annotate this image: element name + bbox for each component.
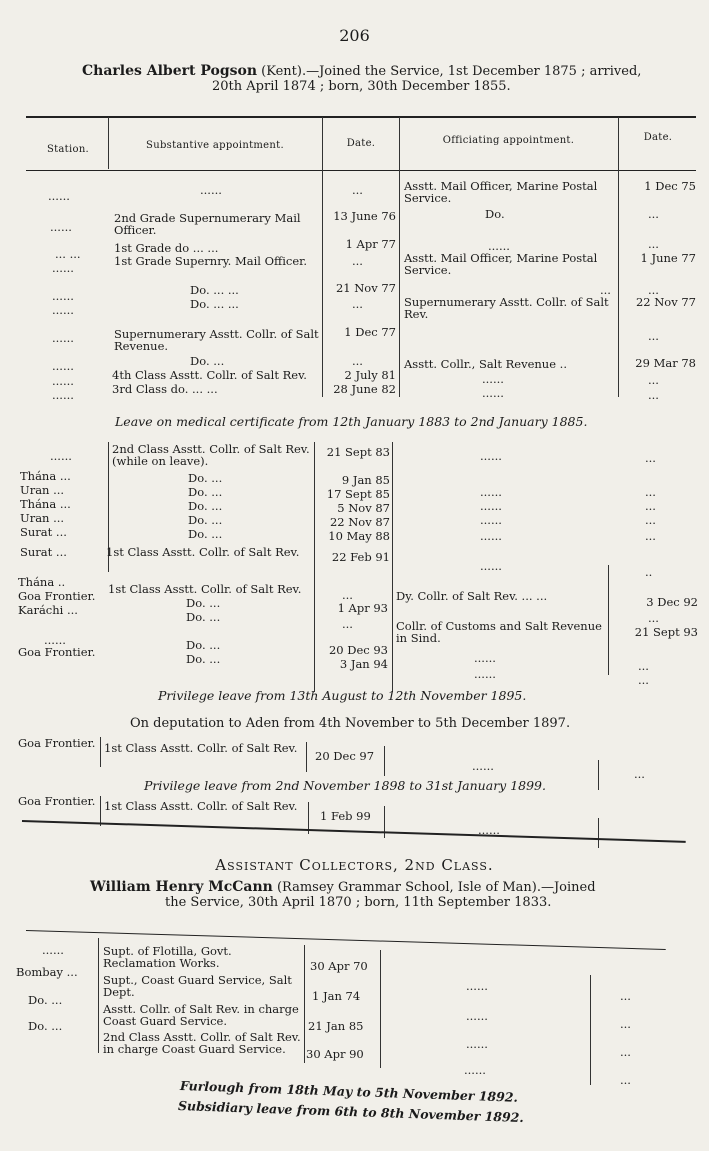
table-cell: Asstt. Collr., Salt Revenue .. — [404, 357, 567, 371]
table-cell: 1 Apr 93 — [337, 601, 388, 615]
table-cell: ...... — [52, 388, 74, 402]
table-cell: Surat ... — [20, 545, 67, 559]
table-cell: 9 Jan 85 — [341, 473, 390, 487]
table-cell: Collr. of Customs and Salt Revenue in Sind. — [396, 619, 602, 645]
column-header-date-2: Date. — [643, 132, 673, 143]
table-cell: Bombay ... — [16, 965, 78, 979]
column-divider — [392, 442, 393, 692]
table-cell: 2nd Class Asstt. Collr. of Salt Rev. (while on leave). — [112, 442, 310, 468]
column-divider — [108, 117, 109, 169]
leave-note: Privilege leave from 13th August to 12th November 1895. — [158, 688, 527, 703]
table-cell: 2nd Grade Supernumerary Mail Officer. — [114, 211, 301, 237]
table-cell: 1st Class Asstt. Collr. of Salt Rev. — [108, 582, 302, 596]
table-cell: .. — [645, 565, 653, 579]
column-header-officiating: Officiating appointment. — [442, 135, 575, 146]
table-cell: Do. ... — [188, 527, 223, 541]
table-top-rule — [26, 116, 696, 118]
column-divider — [304, 945, 305, 1063]
table-cell: ... — [648, 237, 659, 251]
table-cell: ...... — [52, 289, 74, 303]
page-number: 206 — [339, 26, 370, 45]
table-cell: Do. ... — [188, 471, 223, 485]
table-cell: ...... — [466, 1037, 488, 1051]
table-cell: Do. ... ... — [190, 283, 239, 297]
table-cell: ...... — [48, 189, 70, 203]
mccann-heading — [90, 880, 650, 910]
table-cell: ... — [645, 499, 656, 513]
column-divider — [306, 742, 307, 772]
column-divider — [322, 117, 323, 397]
table-cell: Supernumerary Asstt. Collr. of Salt Revenue. — [114, 327, 319, 353]
table-cell: ... — [648, 207, 659, 221]
table-cell: Do. ... — [186, 652, 221, 666]
table-cell: 1st Class Asstt. Collr. of Salt Rev. — [104, 741, 298, 755]
table-cell: 1 Dec 75 — [644, 179, 696, 193]
table-cell: Thána .. — [18, 575, 66, 589]
table-cell: ... — [648, 388, 659, 402]
table-cell: ...... — [480, 529, 502, 543]
table-cell: Do. — [485, 207, 505, 221]
table-cell: Asstt. Collr. of Salt Rev. in charge Coast Guard Service. — [103, 1002, 299, 1028]
column-divider — [590, 975, 591, 1085]
table-cell: 20 Dec 97 — [315, 749, 375, 763]
table-cell: ...... — [44, 633, 66, 647]
table-cell: ...... — [480, 559, 502, 573]
table-cell: Do. ... — [188, 485, 223, 499]
column-divider — [598, 760, 599, 790]
table-cell: ... — [600, 283, 611, 297]
leave-note: Subsidiary leave from 6th to 8th November 1892. — [177, 1098, 525, 1126]
officer-details-line2: 20th April 1874 ; born, 30th December 1855. — [212, 79, 511, 94]
table-cell: Do. ... — [186, 610, 221, 624]
table-cell: ...... — [478, 823, 500, 837]
table-cell: 4th Class Asstt. Collr. of Salt Rev. — [112, 368, 307, 382]
table-cell: ... — [620, 989, 631, 1003]
table-cell: Do. ... — [188, 513, 223, 527]
table-cell: 1st Class Asstt. Collr. of Salt Rev. — [104, 799, 298, 813]
table-cell: 3rd Class do. ... ... — [112, 382, 218, 396]
table-cell: ... — [648, 373, 659, 387]
table-cell: ... — [620, 1017, 631, 1031]
table-cell: 1 Dec 77 — [344, 325, 396, 339]
table-cell: Surat ... — [20, 525, 67, 539]
table-cell: 21 Sept 83 — [326, 445, 390, 459]
column-divider — [380, 950, 381, 1068]
table-cell: 2nd Class Asstt. Collr. of Salt Rev. in charge Coast Guard Service. — [103, 1030, 301, 1056]
table-cell: ... — [620, 1073, 631, 1087]
table-cell: 28 June 82 — [333, 382, 396, 396]
table-cell: 30 Apr 70 — [310, 959, 368, 973]
table-cell: Do. ... — [186, 596, 221, 610]
leave-note: Privilege leave from 2nd November 1898 to 31st January 1899. — [144, 778, 546, 793]
officer-details-line2: the Service, 30th April 1870 ; born, 11th September 1833. — [165, 895, 552, 910]
table-cell: ...... — [482, 372, 504, 386]
table-cell: ... — [645, 513, 656, 527]
table-cell: 1st Class Asstt. Collr. of Salt Rev. — [106, 545, 300, 559]
column-divider — [314, 442, 315, 692]
table-cell: 1 Apr 77 — [345, 237, 396, 251]
deputation-note: On deputation to Aden from 4th November to 5th December 1897. — [130, 716, 571, 731]
column-divider — [384, 746, 385, 776]
table-cell: ...... — [474, 667, 496, 681]
table-cell: 5 Nov 87 — [337, 501, 390, 515]
table-cell: 22 Nov 77 — [635, 295, 696, 309]
table-cell: 1 Feb 99 — [320, 809, 371, 823]
table-cell: ... — [352, 354, 363, 368]
table-cell: ...... — [466, 1009, 488, 1023]
table-cell: Do. ... — [28, 993, 63, 1007]
table-cell: 10 May 88 — [328, 529, 390, 543]
table-cell: Supt. of Flotilla, Govt. Reclamation Works. — [103, 944, 232, 970]
table-cell: ...... — [52, 374, 74, 388]
table-cell: ... — [648, 329, 659, 343]
table-cell: ...... — [50, 449, 72, 463]
column-divider — [98, 938, 99, 1053]
table-cell: Goa Frontier. — [18, 736, 96, 750]
table-cell: 1 June 77 — [640, 251, 696, 265]
table-cell: 1 Jan 74 — [312, 989, 361, 1003]
table-cell: ... — [342, 617, 353, 631]
table-cell: ... — [648, 611, 659, 625]
officer-details: (Kent).—Joined the Service, 1st December 1875 ; arrived, — [257, 64, 642, 79]
table-cell: ...... — [474, 651, 496, 665]
table-cell: ...... — [52, 331, 74, 345]
table-cell: ... — [645, 451, 656, 465]
table-cell: Uran ... — [20, 511, 65, 525]
table-cell: 22 Feb 91 — [331, 550, 390, 564]
leave-note: Furlough from 18th May to 5th November 1892. — [179, 1078, 519, 1105]
column-divider — [399, 117, 400, 397]
table-cell: Do. ... — [190, 354, 225, 368]
table-cell: Do. ... — [28, 1019, 63, 1033]
section-title: Assistant Collectors, 2nd Class. — [215, 856, 494, 874]
table-cell: Goa Frontier. — [18, 794, 96, 808]
table-cell: 13 June 76 — [333, 209, 396, 223]
table-cell: ... — [342, 588, 353, 602]
column-divider — [618, 117, 619, 397]
table-cell: ...... — [480, 513, 502, 527]
table-cell: ... — [645, 485, 656, 499]
table-cell: 2 July 81 — [344, 368, 396, 382]
table-cell: Do. ... — [188, 499, 223, 513]
table-cell: Thána ... — [20, 469, 71, 483]
table-cell: ... — [352, 297, 363, 311]
table-cell: ... — [352, 254, 363, 268]
table-cell: Thána ... — [20, 497, 71, 511]
table-cell: 3 Dec 92 — [646, 595, 698, 609]
column-header-substantive: Substantive appointment. — [146, 140, 284, 151]
table-cell: ... — [352, 183, 363, 197]
column-header-date: Date. — [346, 138, 376, 149]
column-header-station: Station. — [46, 144, 90, 155]
table-cell: ... ... — [55, 247, 81, 261]
table-cell: Karáchi ... — [18, 603, 78, 617]
table-cell: Dy. Collr. of Salt Rev. ... ... — [396, 589, 548, 603]
table-cell: Goa Frontier. — [18, 589, 96, 603]
table-cell: 21 Nov 77 — [335, 281, 396, 295]
column-divider — [598, 818, 599, 848]
table-cell: ...... — [464, 1063, 486, 1077]
table-cell: ...... — [52, 359, 74, 373]
table-cell: Do. ... — [186, 638, 221, 652]
table-cell: Goa Frontier. — [18, 645, 96, 659]
column-divider — [608, 565, 609, 675]
table-cell: ... — [638, 659, 649, 673]
table-cell: 21 Jan 85 — [308, 1019, 364, 1033]
table-cell: ...... — [480, 485, 502, 499]
table-header-rule — [26, 170, 696, 171]
section-rule — [22, 820, 686, 843]
table-cell: 30 Apr 90 — [306, 1047, 364, 1061]
table-cell: ... — [648, 283, 659, 297]
leave-note: Leave on medical certificate from 12th January 1883 to 2nd January 1885. — [115, 414, 588, 429]
officer-name: Charles Albert Pogson — [82, 63, 258, 79]
table-cell: 29 Mar 78 — [635, 356, 696, 370]
table-cell: ...... — [42, 943, 64, 957]
table-cell: ...... — [52, 261, 74, 275]
table-cell: ...... — [200, 183, 222, 197]
table-cell: ... — [634, 767, 645, 781]
table-cell: 1st Grade Supernry. Mail Officer. — [114, 254, 308, 268]
officer-details: (Ramsey Grammar School, Isle of Man).—Joined — [272, 880, 596, 895]
table-cell: 3 Jan 94 — [339, 657, 388, 671]
table-cell: ...... — [52, 303, 74, 317]
table-cell: 21 Sept 93 — [634, 625, 698, 639]
table-cell: ...... — [482, 386, 504, 400]
table-cell: Asstt. Mail Officer, Marine Postal Service. — [404, 251, 598, 277]
table-cell: Supt., Coast Guard Service, Salt Dept. — [103, 973, 292, 999]
table-cell: ... — [620, 1045, 631, 1059]
table-cell: Do. ... ... — [190, 297, 239, 311]
table-cell: ...... — [480, 499, 502, 513]
table-cell: ...... — [480, 449, 502, 463]
table-cell: ... — [645, 529, 656, 543]
table-cell: ...... — [472, 759, 494, 773]
table-cell: 20 Dec 93 — [328, 643, 388, 657]
table-cell: 1st Grade do ... ... — [114, 241, 219, 255]
table-cell: ...... — [488, 239, 510, 253]
table-cell: ... — [638, 673, 649, 687]
pogson-heading — [82, 64, 642, 94]
table-cell: Uran ... — [20, 483, 65, 497]
table-cell: 17 Sept 85 — [326, 487, 390, 501]
table-cell: ...... — [50, 220, 72, 234]
table-cell: Asstt. Mail Officer, Marine Postal Service. — [404, 179, 598, 205]
officer-name: William Henry McCann — [90, 879, 273, 895]
table-cell: Supernumerary Asstt. Collr. of Salt Rev. — [404, 295, 609, 321]
table-cell: ...... — [466, 979, 488, 993]
table-cell: 22 Nov 87 — [329, 515, 390, 529]
column-divider — [100, 737, 101, 767]
